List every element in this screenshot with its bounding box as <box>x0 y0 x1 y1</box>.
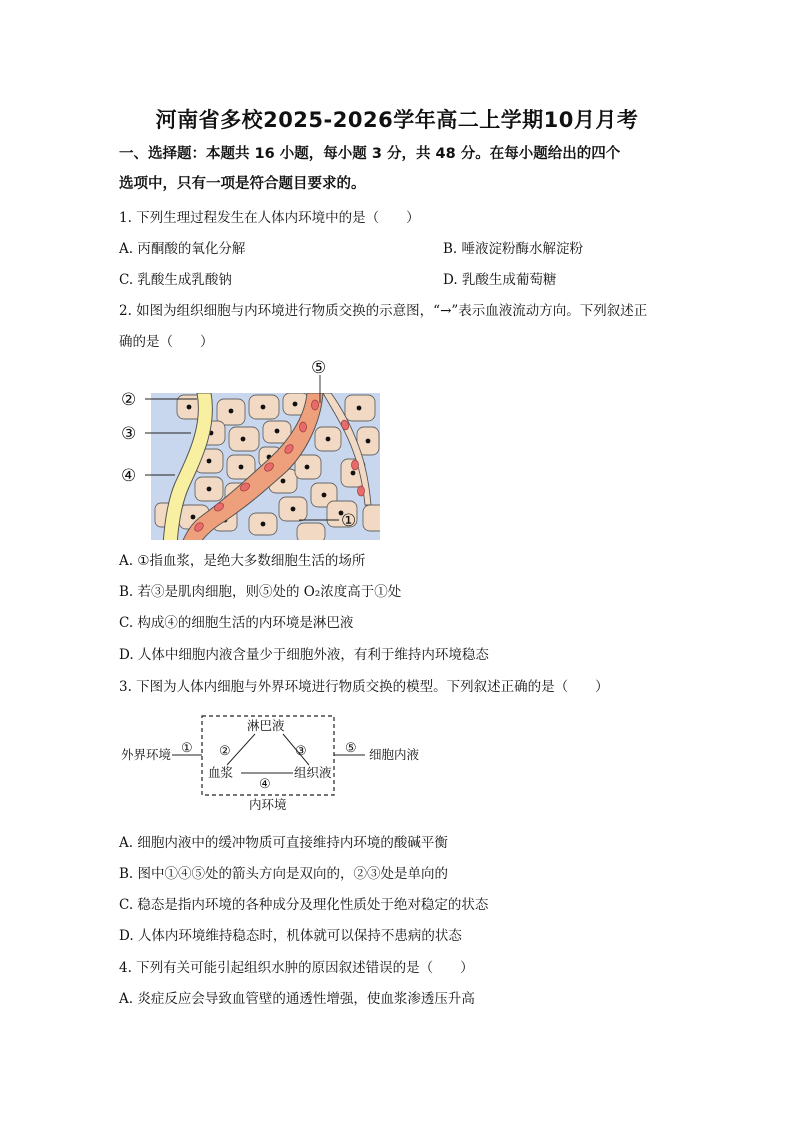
q2-option-a: A. ①指血浆，是绝大多数细胞生活的场所 <box>119 553 366 569</box>
label-4: ④ <box>121 466 137 486</box>
lymph-label: 淋巴液 <box>247 718 285 733</box>
section-heading-line-2: 选项中，只有一项是符合题目要求的。 <box>119 176 366 192</box>
q3-option-b: B. 图中①④⑤处的箭头方向是双向的，②③处是单向的 <box>119 866 449 882</box>
q2-stem-line-2: 确的是（ ） <box>119 334 214 350</box>
page-title: 河南省多校2025-2026学年高二上学期10月月考 <box>155 108 639 132</box>
label-2: ② <box>121 390 137 410</box>
outside-environment-label: 外界环境 <box>121 747 172 762</box>
label-5: ⑤ <box>311 358 327 378</box>
model-lines <box>172 734 365 773</box>
arrow-label-2: ② <box>219 744 231 759</box>
arrow-label-1: ① <box>181 741 193 756</box>
arrow-label-4: ④ <box>259 777 271 792</box>
section-heading-line-1: 一、选择题：本题共 16 小题，每小题 3 分，共 48 分。在每小题给出的四个 <box>119 146 621 162</box>
label-3: ③ <box>121 424 137 444</box>
q1-stem: 1. 下列生理过程发生在人体内环境中的是（ ） <box>119 210 420 226</box>
arrow-label-5: ⑤ <box>345 741 357 756</box>
plasma-label: 血浆 <box>208 765 234 780</box>
q1-option-c: C. 乳酸生成乳酸钠 <box>119 272 232 288</box>
q3-option-a: A. 细胞内液中的缓冲物质可直接维持内环境的酸碱平衡 <box>119 835 448 851</box>
q2-option-b: B. 若③是肌肉细胞，则⑤处的 O₂浓度高于①处 <box>119 584 402 600</box>
q4-stem: 4. 下列有关可能引起组织水肿的原因叙述错误的是（ ） <box>119 960 474 976</box>
arrow-label-3: ③ <box>295 744 307 759</box>
q2-stem-line-1: 2. 如图为组织细胞与内环境进行物质交换的示意图，“→”表示血液流动方向。下列叙述正 <box>119 303 648 319</box>
tissue-exchange-diagram <box>119 355 389 545</box>
q1-option-d: D. 乳酸生成葡萄糖 <box>443 272 557 288</box>
q4-option-a: A. 炎症反应会导致血管壁的通透性增强，使血浆渗透压升高 <box>119 991 475 1007</box>
label-1: ① <box>341 511 357 531</box>
q2-option-c: C. 构成④的细胞生活的内环境是淋巴液 <box>119 615 354 631</box>
q1-option-a: A. 丙酮酸的氧化分解 <box>119 241 246 257</box>
q1-option-b: B. 唾液淀粉酶水解淀粉 <box>443 241 584 257</box>
internal-environment-label: 内环境 <box>249 797 287 812</box>
q3-option-d: D. 人体内环境维持稳态时，机体就可以保持不患病的状态 <box>119 928 462 944</box>
exchange-model-diagram <box>119 708 439 818</box>
q2-option-d: D. 人体中细胞内液含量少于细胞外液，有利于维持内环境稳态 <box>119 647 489 663</box>
intracellular-fluid-label: 细胞内液 <box>369 747 420 762</box>
q3-option-c: C. 稳态是指内环境的各种成分及理化性质处于绝对稳定的状态 <box>119 897 489 913</box>
tissue-fluid-label: 组织液 <box>294 765 332 780</box>
q3-stem: 3. 下图为人体内细胞与外界环境进行物质交换的模型。下列叙述正确的是（ ） <box>119 679 609 695</box>
